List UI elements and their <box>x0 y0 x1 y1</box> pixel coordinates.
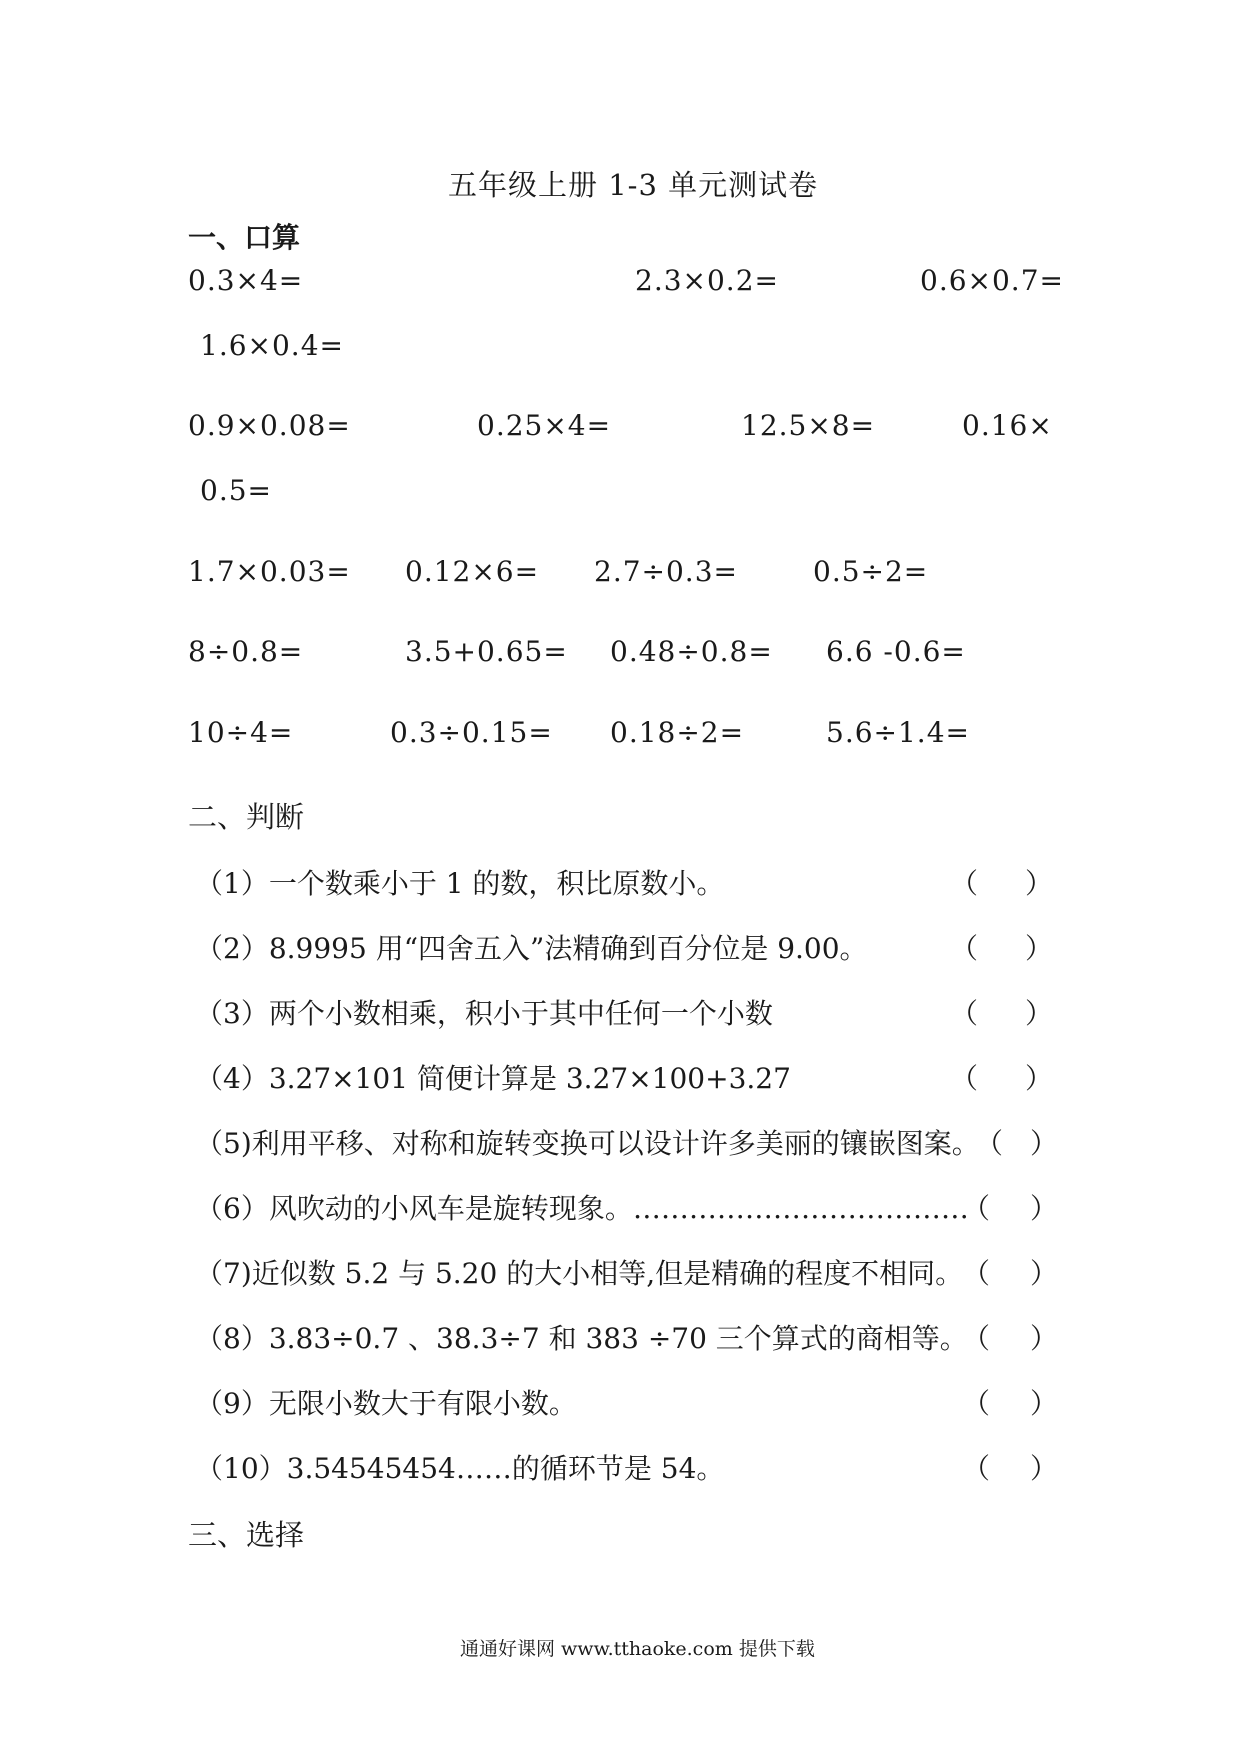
calc-item: 5.6÷1.4= <box>826 716 970 749</box>
answer-paren-open: （ <box>962 1322 991 1355</box>
answer-paren-close: ） <box>1025 932 1054 965</box>
calc-item: 0.12×6= <box>405 555 540 588</box>
calc-item: 2.3×0.2= <box>635 264 779 297</box>
answer-paren-open: （ <box>962 1257 991 1290</box>
calc-item: 1.7×0.03= <box>188 555 351 588</box>
answer-paren-close: ） <box>1025 997 1054 1030</box>
judge-item: （6）风吹动的小风车是旋转现象。……………………………… <box>195 1192 969 1225</box>
page-title: 五年级上册 1-3 单元测试卷 <box>448 168 819 202</box>
calc-item: 2.7÷0.3= <box>594 555 738 588</box>
answer-paren-close: ） <box>1030 1127 1059 1160</box>
judge-item: （4）3.27×101 简便计算是 3.27×100+3.27 <box>195 1062 791 1095</box>
answer-paren-open: （ <box>950 1062 979 1095</box>
answer-paren-close: ） <box>1025 1062 1054 1095</box>
answer-paren-open: （ <box>962 1387 991 1420</box>
answer-paren-open: （ <box>962 1452 991 1485</box>
calc-item: 0.48÷0.8= <box>610 635 773 668</box>
calc-item: 6.6 -0.6= <box>826 635 966 668</box>
answer-paren-close: ） <box>1030 1452 1059 1485</box>
calc-item: 0.6×0.7= <box>920 264 1064 297</box>
answer-paren-close: ） <box>1030 1322 1059 1355</box>
judge-item: （5)利用平移、对称和旋转变换可以设计许多美丽的镶嵌图案。 <box>195 1127 980 1160</box>
answer-paren-close: ） <box>1030 1257 1059 1290</box>
judge-item: （7)近似数 5.2 与 5.20 的大小相等,但是精确的程度不相同。 <box>195 1257 964 1290</box>
calc-item: 8÷0.8= <box>188 635 304 668</box>
section-heading-mental-math: 一、口算 <box>188 221 301 254</box>
calc-item: 0.16× <box>962 409 1053 442</box>
calc-item: 0.25×4= <box>477 409 612 442</box>
section-heading-true-false: 二、判断 <box>188 800 305 834</box>
answer-paren-open: （ <box>950 932 979 965</box>
calc-item: 0.5÷2= <box>813 555 929 588</box>
answer-paren-open: （ <box>950 997 979 1030</box>
calc-item: 10÷4= <box>188 716 294 749</box>
calc-item: 12.5×8= <box>741 409 876 442</box>
judge-item: （8）3.83÷0.7 、38.3÷7 和 383 ÷70 三个算式的商相等。 <box>195 1322 968 1355</box>
answer-paren-close: ） <box>1030 1387 1059 1420</box>
section-heading-multiple-choice: 三、选择 <box>188 1518 305 1552</box>
calc-item: 1.6×0.4= <box>200 329 344 362</box>
calc-item: 0.18÷2= <box>610 716 745 749</box>
judge-item: （2）8.9995 用“四舍五入”法精确到百分位是 9.00。 <box>195 932 868 965</box>
answer-paren-open: （ <box>962 1192 991 1225</box>
answer-paren-close: ） <box>1030 1192 1059 1225</box>
judge-item: （1）一个数乘小于 1 的数，积比原数小。 <box>195 867 725 900</box>
calc-item: 3.5+0.65= <box>405 635 568 668</box>
calc-item: 0.3÷0.15= <box>390 716 553 749</box>
answer-paren-open: （ <box>950 867 979 900</box>
calc-item: 0.5= <box>200 474 272 507</box>
answer-paren-close: ） <box>1025 867 1054 900</box>
calc-item: 0.3×4= <box>188 264 304 297</box>
calc-item: 0.9×0.08= <box>188 409 351 442</box>
page-footer: 通通好课网 www.tthaoke.com 提供下载 <box>460 1638 815 1660</box>
judge-item: （3）两个小数相乘，积小于其中任何一个小数 <box>195 997 773 1030</box>
judge-item: （10）3.54545454……的循环节是 54。 <box>195 1452 725 1485</box>
judge-item: （9）无限小数大于有限小数。 <box>195 1387 577 1420</box>
answer-paren-open: （ <box>975 1127 1004 1160</box>
